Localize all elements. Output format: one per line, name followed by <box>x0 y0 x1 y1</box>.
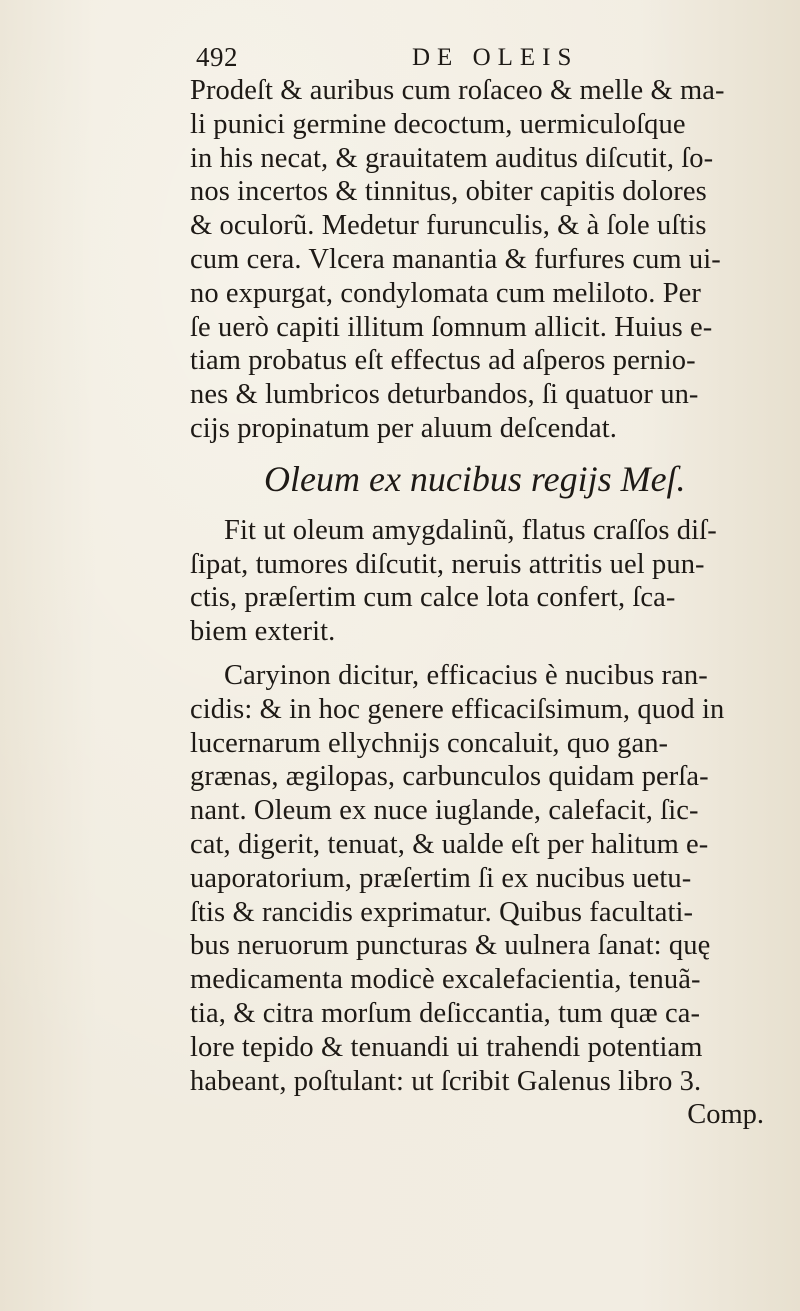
text-line: cidis: & in hoc genere efficaciſsimum, quod in <box>190 693 725 725</box>
running-title: DE OLEIS <box>412 44 579 71</box>
section-heading: Oleum ex nucibus regijs Meſ. <box>264 458 686 499</box>
text-line: bus neruorum puncturas & uulnera ſanat: quę <box>190 930 711 962</box>
text-line: lucernarum ellychnijs concaluit, quo gan- <box>190 727 669 759</box>
text-line: cijs propinatum per aluum deſcendat. <box>190 412 618 444</box>
text-line: no expurgat, condylomata cum meliloto. Per <box>190 277 702 309</box>
text-block <box>190 74 786 1132</box>
text-line: Caryinon dicitur, efficacius è nucibus ran- <box>224 659 708 691</box>
paragraph-2 <box>190 514 786 649</box>
page-number: 492 <box>196 42 238 72</box>
text-line: nos incertos & tinnitus, obiter capitis dolores <box>190 176 707 208</box>
page-header <box>196 42 636 78</box>
text-line: & oculorũ. Medetur furunculis, & à ſole uſtis <box>190 210 707 242</box>
text-line: ctis, præſertim cum calce lota confert, ſca- <box>190 582 676 614</box>
text-line: ſipat, tumores diſcutit, neruis attritis uel pun- <box>190 548 705 580</box>
text-line: ſtis & rancidis exprimatur. Quibus facultati- <box>190 896 694 928</box>
text-line: biem exterit. <box>190 616 336 648</box>
text-line: nant. Oleum ex nuce iuglande, calefacit, ſic- <box>190 795 699 827</box>
catchword: Comp. <box>687 1099 764 1131</box>
text-line: Prodeſt & auribus cum roſaceo & melle & ma- <box>190 75 725 106</box>
text-line: tia, & citra morſum deſiccantia, tum quæ ca- <box>190 997 701 1029</box>
text-line: nes & lumbricos deturbandos, ſi quatuor un- <box>190 379 699 411</box>
text-line: tiam probatus eſt effectus ad aſperos pernio- <box>190 345 696 377</box>
text-line: in his necat, & grauitatem auditus diſcutit, ſo- <box>190 142 714 174</box>
text-line: habeant, poſtulant: ut ſcribit Galenus libro 3. <box>190 1065 702 1097</box>
text-line: uaporatorium, præſertim ſi ex nucibus uetu- <box>190 862 692 894</box>
paragraph-spacer <box>190 649 786 659</box>
text-line: cat, digerit, tenuat, & ualde eſt per halitum e- <box>190 828 709 860</box>
text-line: Fit ut oleum amygdalinũ, flatus craſſos diſ- <box>224 514 717 546</box>
text-line: li punici germine decoctum, uermiculoſque <box>190 108 686 140</box>
text-line: lore tepido & tenuandi ui trahendi potentiam <box>190 1031 703 1063</box>
paragraph-1 <box>190 74 786 446</box>
text-line: medicamenta modicè excalefacientia, tenuã- <box>190 964 701 996</box>
text-line: ſe uerò capiti illitum ſomnum allicit. Huius e- <box>190 311 713 343</box>
text-line: cum cera. Vlcera manantia & furfures cum ui- <box>190 243 721 275</box>
paragraph-3 <box>190 659 786 1098</box>
text-line: grænas, ægilopas, carbunculos quidam perſa- <box>190 761 709 793</box>
